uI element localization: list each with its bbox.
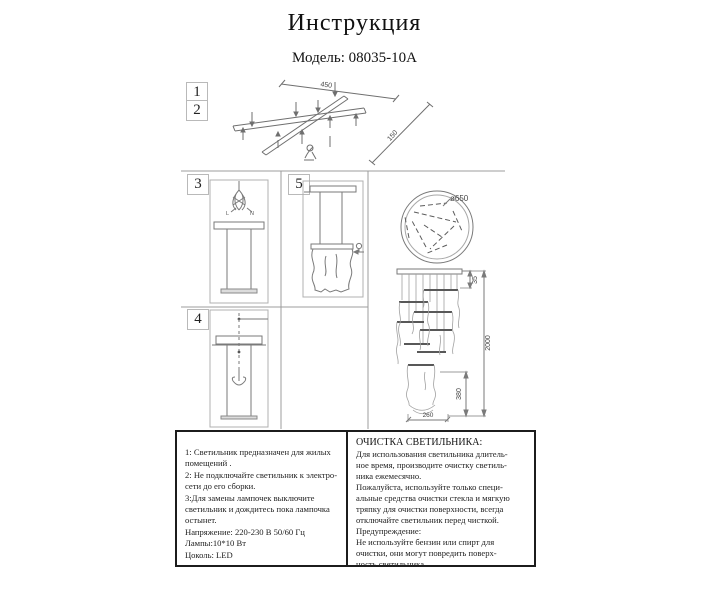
dimension-150 (369, 102, 433, 165)
installation-notes (177, 432, 346, 565)
step-number-2: 2 (186, 100, 208, 121)
canopy-height-label: 35 (472, 276, 479, 284)
wire-l-label: L (226, 211, 230, 217)
step4-diagram (210, 310, 268, 427)
hook-icon (232, 370, 245, 385)
step-number-1: 1 (186, 82, 208, 103)
cleaning-line: Предупреждение: (356, 526, 422, 536)
instruction-line: сети до его сборки. (185, 481, 256, 492)
cleaning-line: отключайте светильник перед чисткой. (356, 515, 499, 525)
model-label: Модель: 08035-10A (292, 50, 417, 66)
instruction-line: Лампы:10*10 Вт (185, 538, 246, 549)
bottom-width-label: 260 (422, 412, 434, 419)
top-view-diameter-label: ø650 (450, 194, 469, 203)
ceiling-bracket-diagram (233, 80, 433, 165)
instruction-line: остынет. (185, 515, 217, 526)
instruction-line: светильник и дождитесь пока лампочка (185, 504, 330, 515)
page-title: Инструкция (287, 10, 422, 36)
instruction-line: Цоколь: LED (185, 549, 233, 560)
wire-n-label: N (250, 211, 254, 217)
instruction-line: Напряжение: 220-230 В 50/60 Гц (185, 526, 305, 537)
cleaning-notes (346, 432, 534, 569)
shade-drop-label: 380 (456, 388, 463, 400)
cleaning-line: альные средства очистки стекла и мягкую (356, 493, 510, 503)
step-number-4: 4 (187, 309, 209, 330)
cleaning-notes-lines (356, 449, 530, 570)
top-view-diagram (401, 191, 473, 263)
cleaning-line: ность светильника. (356, 559, 427, 569)
cleaning-title: ОЧИСТКА СВЕТИЛЬНИКА: (356, 437, 483, 448)
dimension-260 (406, 412, 450, 422)
cleaning-line: Для использования светильника длитель- (356, 449, 508, 459)
dimension-35 (460, 271, 479, 288)
bracket-width-label: 450 (319, 81, 333, 90)
cleaning-line: ное время, производите очистку светиль- (356, 460, 507, 470)
instruction-line: помещений . (185, 458, 232, 469)
elevation-diagram (396, 269, 492, 422)
shade-rings (397, 290, 458, 365)
step3-diagram (210, 180, 268, 303)
cleaning-line: ника ежемесячно. (356, 471, 422, 481)
installation-notes-lines (185, 447, 342, 561)
total-height-label: 2000 (485, 335, 492, 351)
cleaning-line: тряпку для очистки поверхности, всегда (356, 504, 504, 514)
cleaning-line: Не используйте бензин или спирт для (356, 537, 495, 547)
info-box (175, 430, 536, 567)
step-number-3: 3 (187, 174, 209, 195)
instruction-line: 3:Для замены лампочек выключите (185, 492, 315, 503)
instruction-line: 2: Не подключайте светильник к электро- (185, 469, 338, 480)
dimension-2000 (448, 271, 492, 416)
cleaning-line: Пожалуйста, используйте только специ- (356, 482, 503, 492)
bracket-depth-label: 150 (386, 129, 400, 143)
step-number-5: 5 (288, 174, 310, 195)
step5-diagram (303, 181, 364, 297)
anchor-detail-icon (304, 136, 330, 160)
instruction-line: 1: Светильник предназначен для жилых (185, 447, 331, 457)
cleaning-line: очистки, они могут повредить поверх- (356, 548, 497, 558)
dimension-380 (440, 372, 468, 416)
dimension-450 (279, 80, 399, 102)
